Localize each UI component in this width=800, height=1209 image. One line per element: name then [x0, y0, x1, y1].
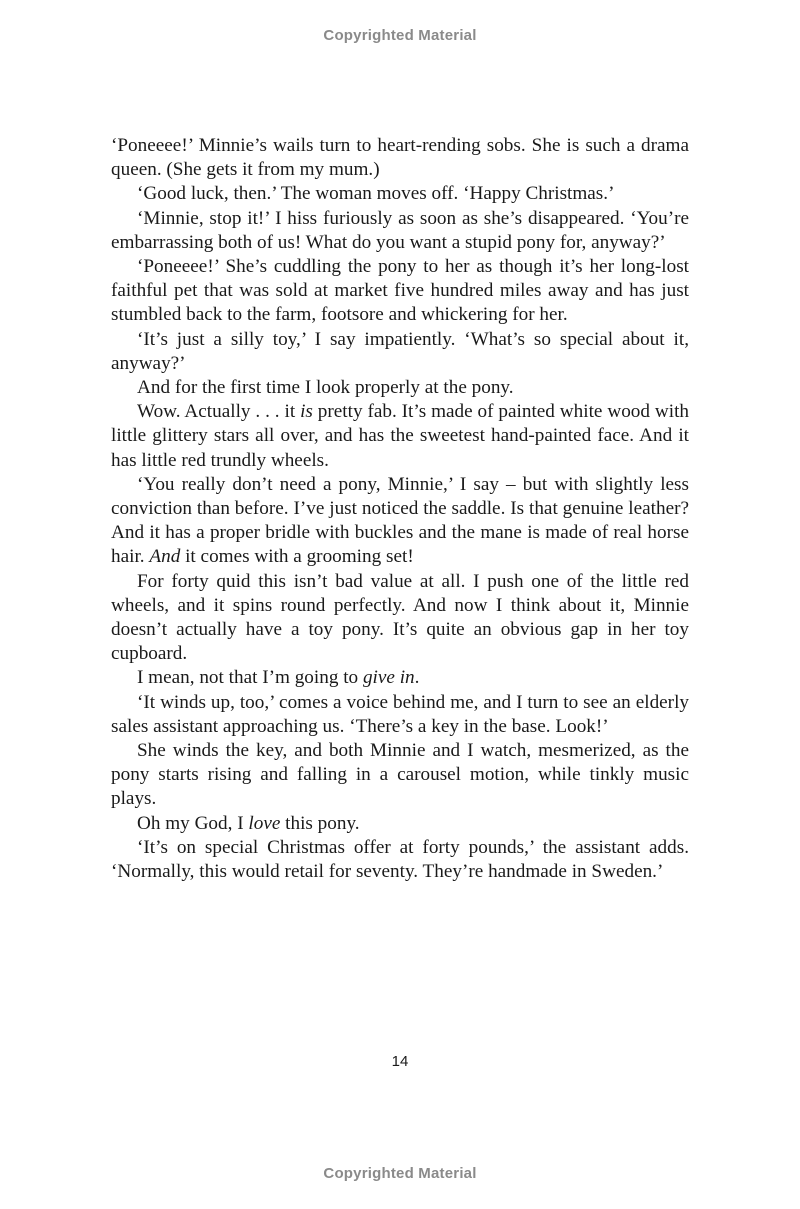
text-run: it comes with a grooming set!	[180, 546, 414, 568]
text-run: I mean, not that I’m going to	[137, 667, 363, 689]
paragraph	[111, 691, 689, 739]
copyright-watermark-bottom: Copyrighted Material	[323, 1165, 477, 1182]
text-run: ‘It winds up, too,’ comes a voice behind me, and I turn to see an elderly sales assistant approaching us. ‘There’s a key in the base. Look!’	[111, 691, 689, 737]
paragraph	[111, 473, 689, 570]
paragraph	[111, 182, 689, 206]
italic-text: is	[300, 401, 313, 423]
text-run: ‘Minnie, stop it!’ I hiss furiously as soon as she’s disappeared. ‘You’re embarrassing both of us! What do you want a stupid pony for, anyway?’	[111, 207, 689, 253]
paragraph	[111, 836, 689, 884]
copyright-watermark-top: Copyrighted Material	[323, 27, 477, 44]
text-run: pretty fab. It’s made of painted white wood with little glittery stars all over, and has the sweetest hand-painted face. And it has little red trundly wheels.	[111, 401, 689, 471]
page-body-text	[111, 134, 689, 884]
italic-text: give in	[362, 667, 415, 689]
text-run: For forty quid this isn’t bad value at all. I push one of the little red wheels, and it spins round perfectly. And now I think about it, Minnie doesn’t actually have a toy pony. It’s quite an obvious gap in her toy cupboard.	[111, 570, 689, 665]
paragraph	[111, 570, 689, 667]
text-run: ‘You really don’t need a pony, Minnie,’ I say – but with slightly less conviction than before. I’ve just noticed the saddle. Is that genuine leather? And it has a proper bridle with buckles and the mane is made of real horse hair.	[111, 473, 689, 568]
italic-text: love	[248, 812, 281, 834]
text-run: Oh my God, I	[137, 812, 249, 834]
paragraph	[111, 255, 689, 328]
text-run: And for the first time I look properly at the pony.	[137, 377, 514, 399]
paragraph	[111, 376, 689, 400]
text-run: .	[414, 667, 420, 689]
text-run: ‘Poneeee!’ She’s cuddling the pony to her as though it’s her long-lost faithful pet that was sold at market five hundred miles away and has just stumbled back to the farm, footsore and whickering for her.	[111, 256, 689, 326]
paragraph	[111, 739, 689, 812]
text-run: ‘It’s just a silly toy,’ I say impatiently. ‘What’s so special about it, anyway?’	[111, 328, 689, 374]
paragraph	[111, 207, 689, 255]
text-run: ‘Poneeee!’ Minnie’s wails turn to heart-rending sobs. She is such a drama queen. (She gets it from my mum.)	[111, 135, 689, 181]
text-run: She winds the key, and both Minnie and I watch, mesmerized, as the pony starts rising and falling in a carousel motion, while tinkly music plays.	[111, 740, 689, 810]
paragraph	[111, 400, 689, 473]
page-number: 14	[391, 1053, 409, 1070]
italic-text: And	[149, 546, 181, 568]
paragraph	[111, 134, 689, 182]
paragraph	[111, 328, 689, 376]
text-run: ‘It’s on special Christmas offer at forty pounds,’ the assistant adds. ‘Normally, this would retail for seventy. They’re handmade in Sweden.’	[111, 836, 689, 883]
text-run: Wow. Actually . . . it	[137, 401, 301, 423]
paragraph	[111, 666, 689, 690]
text-run: this pony.	[280, 812, 360, 834]
text-run: ‘Good luck, then.’ The woman moves off. ‘Happy Christmas.’	[137, 183, 615, 205]
paragraph	[111, 812, 689, 836]
